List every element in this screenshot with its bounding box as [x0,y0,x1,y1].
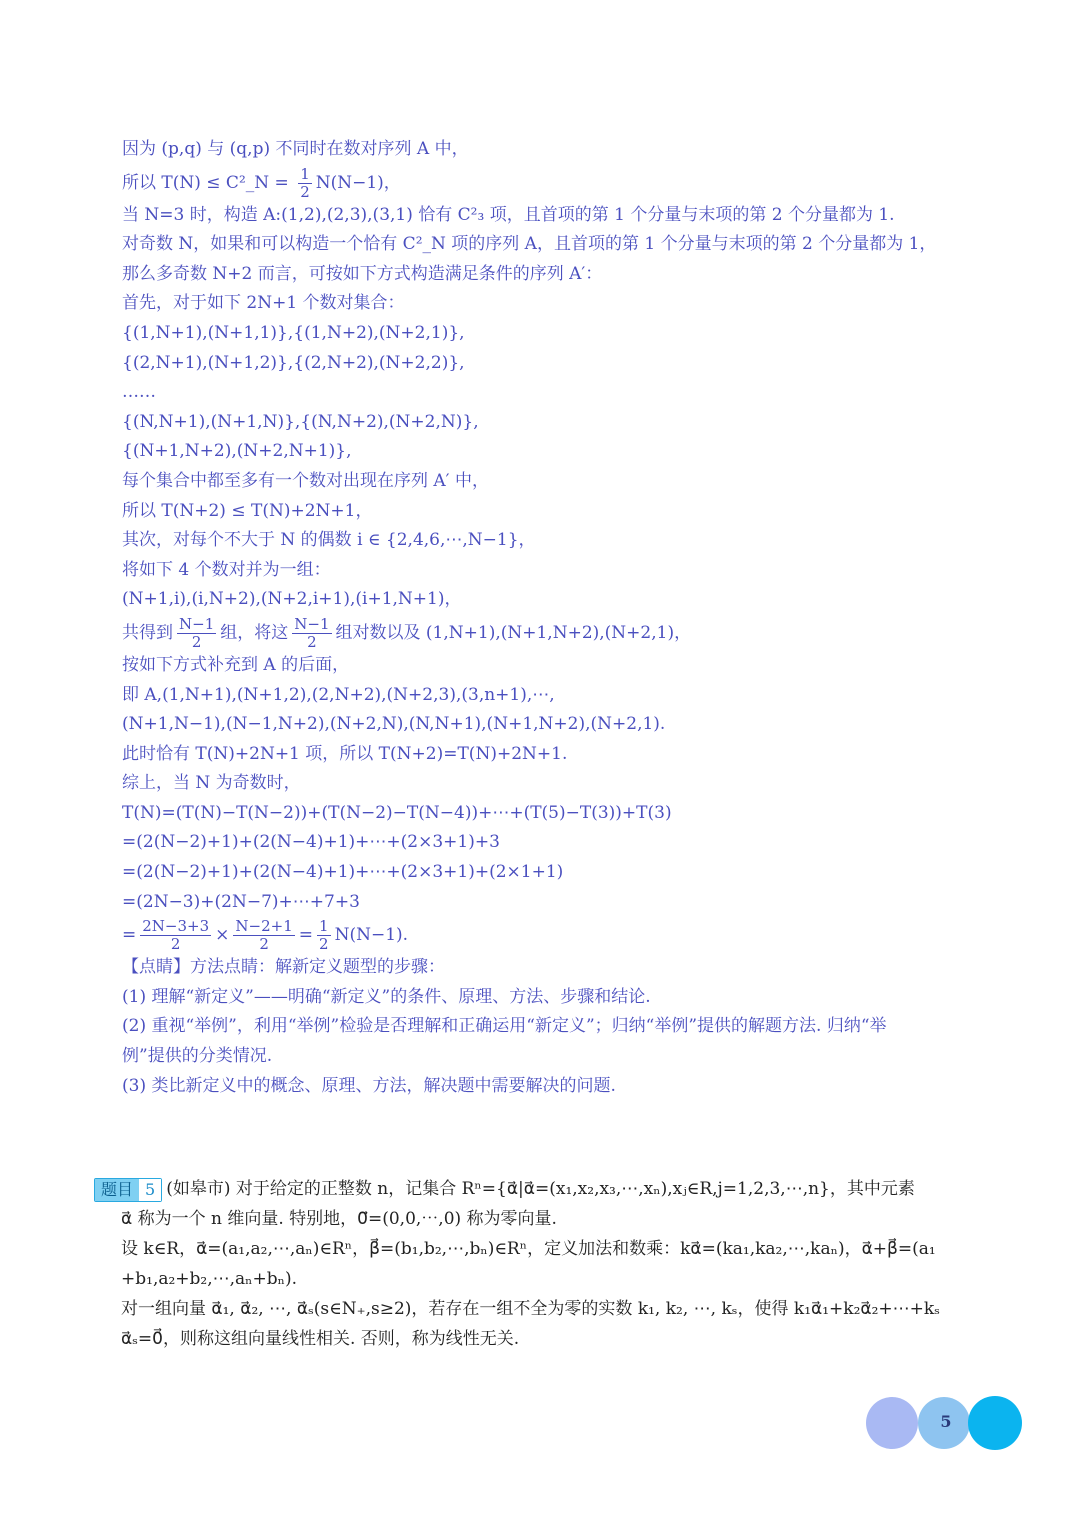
solution-line: 即 A,(1,N+1),(N+1,2),(2,N+2),(N+2,3),(3,n+1),⋯, [122,684,555,705]
solution-line-text: × [215,925,230,946]
solution-text [122,135,1002,1101]
problem-tag [94,1178,162,1202]
note-line: (1) 理解“新定义”——明确“新定义”的条件、原理、方法、步骤和结论. [122,986,651,1007]
solution-line: 按如下方式补充到 A 的后面， [122,654,350,675]
solution-line: 此时恰有 T(N)+2N+1 项，所以 T(N+2)=T(N)+2N+1. [122,743,568,764]
problem-line-text: (如皋市) 对于给定的正整数 n，记集合 Rⁿ={α⃗|α⃗=(x₁,x₂,x₃,⋯,xₙ),xⱼ∈R,j=1,2,3,⋯,n}，其中元素 [166,1179,915,1199]
fraction: $\frac{2N-3+3}{2}$ [142,917,210,954]
solution-line: …… [122,382,156,403]
solution-line: {(2,N+1),(N+1,2)},{(2,N+2),(N+2,2)}, [122,352,465,373]
problem-line: 设 k∈R，α⃗=(a₁,a₂,⋯,aₙ)∈Rⁿ，β⃗=(b₁,b₂,⋯,bₙ)∈Rⁿ，定义加法和数乘：kα⃗=(ka₁,ka₂,⋯,kaₙ)，α⃗+β⃗=(a₁ [121,1239,936,1259]
solution-line: =(2(N−2)+1)+(2(N−4)+1)+⋯+(2×3+1)+(2×1+1) [122,862,564,883]
problem-block [94,1174,994,1354]
page-circle-right [968,1396,1022,1450]
solution-line: (N+1,i),(i,N+2),(N+2,i+1),(i+1,N+1)， [122,589,462,610]
solution-line-text: = [122,925,137,946]
solution-line [122,165,1002,201]
fraction: $\frac{N-1}{2}$ [179,614,215,651]
fraction: $\frac{N-1}{2}$ [294,614,330,651]
solution-line: =(2N−3)+(2N−7)+⋯+7+3 [122,891,360,912]
solution-line: {(N,N+1),(N+1,N)},{(N,N+2),(N+2,N)}, [122,411,479,432]
solution-line [122,917,1002,953]
solution-line: 所以 T(N+2) ≤ T(N)+2N+1， [122,500,373,521]
solution-line: 因为 (p,q) 与 (q,p) 不同时在数对序列 A 中， [122,139,469,159]
note-line: (2) 重视“举例”，利用“举例”检验是否理解和正确运用“新定义”；归纳“举例”提供的解题方法. 归纳“举 [122,1016,887,1037]
note-line: (3) 类比新定义中的概念、原理、方法，解决题中需要解决的问题. [122,1075,616,1096]
problem-line: α⃗ₛ=0⃗，则称这组向量线性相关. 否则，称为线性无关. [121,1329,520,1349]
fraction: $\frac{1}{2}$ [300,164,310,201]
solution-line-text: 共得到 [122,622,173,643]
fraction: $\frac{N-2+1}{2}$ [235,917,293,954]
solution-line: T(N)=(T(N)−T(N−2))+(T(N−2)−T(N−4))+⋯+(T(5)−T(3))+T(3) [122,802,672,823]
note-line: 例”提供的分类情况. [122,1046,273,1067]
problem-line: 对一组向量 α⃗₁, α⃗₂, ⋯, α⃗ₛ(s∈N₊,s≥2)，若存在一组不全为零的实数 k₁, k₂, ⋯, kₛ，使得 k₁α⃗₁+k₂α⃗₂+⋯+kₛ [121,1299,940,1319]
solution-line [122,615,1002,651]
solution-line-text: N(N−1)， [315,172,401,193]
solution-line: 当 N=3 时，构造 A:(1,2),(2,3),(3,1) 恰有 C²₃ 项，且首项的第 1 个分量与末项的第 2 个分量都为 1. [122,204,895,225]
solution-line: {(N+1,N+2),(N+2,N+1)}, [122,441,352,462]
solution-line: 对奇数 N，如果和可以构造一个恰有 C²_N 项的序列 A，且首项的第 1 个分量与末项的第 2 个分量都为 1， [122,234,937,255]
solution-line: 其次，对每个不大于 N 的偶数 i ∈ {2,4,6,⋯,N−1}， [122,530,536,551]
page-circle-left [866,1397,918,1449]
problem-line: +b₁,a₂+b₂,⋯,aₙ+bₙ). [121,1269,298,1289]
solution-line: (N+1,N−1),(N−1,N+2),(N+2,N),(N,N+1),(N+1,N+2),(N+2,1). [122,714,666,735]
page-number: 5 [940,1412,952,1431]
solution-line: {(1,N+1),(N+1,1)},{(1,N+2),(N+2,1)}, [122,322,465,343]
fraction: $\frac{1}{2}$ [319,917,329,954]
solution-line: =(2(N−2)+1)+(2(N−4)+1)+⋯+(2×3+1)+3 [122,832,500,853]
solution-line: 那么多奇数 N+2 而言，可按如下方式构造满足条件的序列 A′： [122,263,603,284]
solution-line-text: 组对数以及 (1,N+1),(N+1,N+2),(N+2,1)， [335,622,692,643]
solution-line: 综上，当 N 为奇数时， [122,773,301,794]
problem-line [94,1174,994,1204]
problem-line: α⃗ 称为一个 n 维向量. 特别地，0⃗=(0,0,⋯,0) 称为零向量. [121,1209,557,1229]
solution-line-text: N(N−1). [334,925,409,946]
problem-tag-number: 5 [139,1179,161,1201]
note-line: 【点睛】方法点睛：解新定义题型的步骤： [122,957,445,978]
solution-line: 每个集合中都至多有一个数对出现在序列 A′ 中， [122,470,489,491]
solution-line: 首先，对于如下 2N+1 个数对集合： [122,293,405,314]
solution-line: 将如下 4 个数对并为一组： [122,559,331,580]
problem-tag-label: 题目 [95,1179,139,1201]
solution-line-text: 所以 T(N) ≤ C²_N = [122,172,295,193]
solution-line-text: 组，将这 [220,622,289,643]
solution-line-text: = [298,925,314,946]
